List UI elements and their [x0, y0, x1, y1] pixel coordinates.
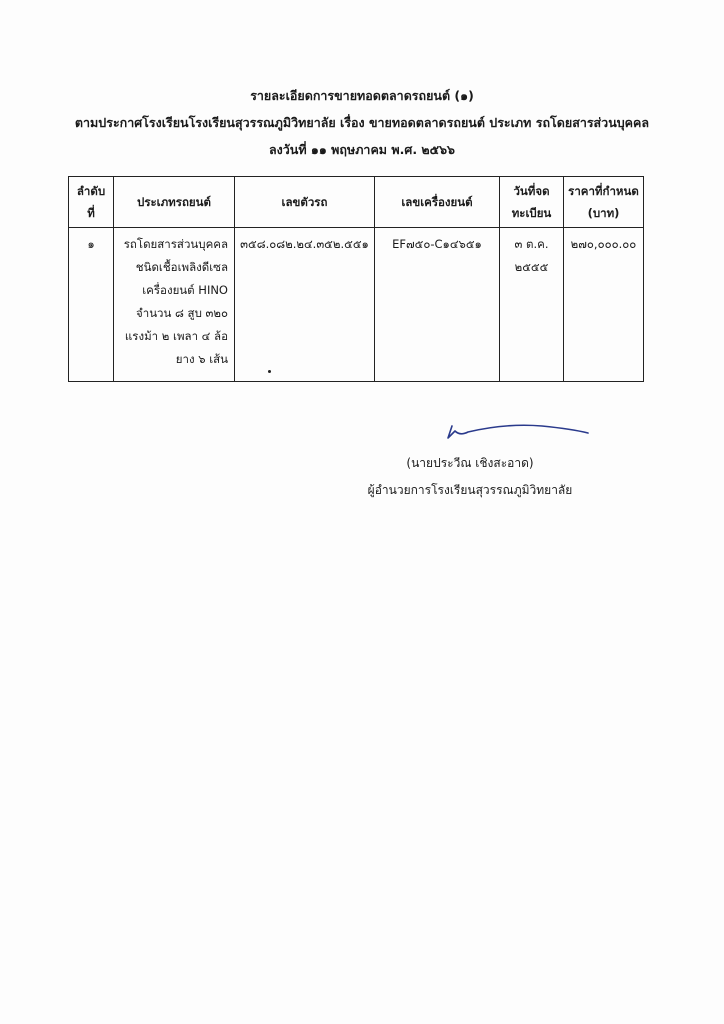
document-title: [0, 82, 724, 163]
vehicle-type-line-6: ยาง ๖ เส้น: [175, 352, 228, 366]
vehicle-type-line-3: เครื่องยนต์ HINO: [142, 283, 228, 297]
registration-date-line-1: ๓ ต.ค.: [514, 237, 549, 251]
signer-name: (นายประวีณ เชิงสะอาด): [406, 456, 534, 470]
vehicle-type-line-5: แรงม้า ๒ เพลา ๔ ล้อ: [124, 329, 228, 343]
header-price-line-1: ราคาที่กำหนด: [568, 184, 639, 198]
cell-vehicle-type: [114, 228, 235, 382]
signature-mark: [446, 418, 596, 448]
cell-registration-date: [500, 228, 564, 382]
header-order-line-2: ที่: [87, 206, 95, 220]
header-order-line-1: ลำดับ: [76, 184, 106, 198]
vehicle-type-line-4: จำนวน ๘ สูบ ๓๒๐: [136, 306, 228, 320]
vehicle-type-line-2: ชนิดเชื้อเพลิงดีเซล: [135, 260, 228, 274]
header-registration-date: [500, 177, 564, 228]
cell-chassis-no: ๓๕๘.๐๘๒.๒๔.๓๕๒.๕๕๑: [235, 228, 375, 382]
header-registration-line-2: ทะเบียน: [511, 206, 552, 220]
registration-date-line-2: ๒๕๕๕: [514, 260, 549, 274]
header-engine-no: เลขเครื่องยนต์: [375, 177, 500, 228]
header-chassis-no: เลขตัวรถ: [235, 177, 375, 228]
ink-speck: [268, 370, 271, 373]
header-registration-line-1: วันที่จด: [513, 184, 550, 198]
header-price: [564, 177, 644, 228]
cell-engine-no: EF๗๕๐-C๑๔๖๕๑: [375, 228, 500, 382]
table-header-row: [69, 177, 644, 228]
header-price-line-2: (บาท): [587, 206, 620, 220]
title-line-1: รายละเอียดการขายทอดตลาดรถยนต์ (๑): [250, 88, 474, 103]
cell-order: ๑: [69, 228, 114, 382]
title-line-3: ลงวันที่ ๑๑ พฤษภาคม พ.ศ. ๒๕๖๖: [269, 142, 455, 157]
header-vehicle-type: ประเภทรถยนต์: [114, 177, 235, 228]
title-line-2: ตามประกาศโรงเรียนโรงเรียนสุวรรณภูมิวิทยาลัย เรื่อง ขายทอดตลาดรถยนต์ ประเภท รถโดยสารส่วนบุคคล: [74, 115, 650, 130]
cell-price: ๒๗๐,๐๐๐.๐๐: [564, 228, 644, 382]
vehicle-details-table: [68, 176, 644, 382]
header-order: [69, 177, 114, 228]
signer-position: ผู้อำนวยการโรงเรียนสุวรรณภูมิวิทยาลัย: [367, 483, 573, 497]
table-row: [69, 228, 644, 382]
vehicle-type-line-1: รถโดยสารส่วนบุคคล: [123, 237, 228, 251]
